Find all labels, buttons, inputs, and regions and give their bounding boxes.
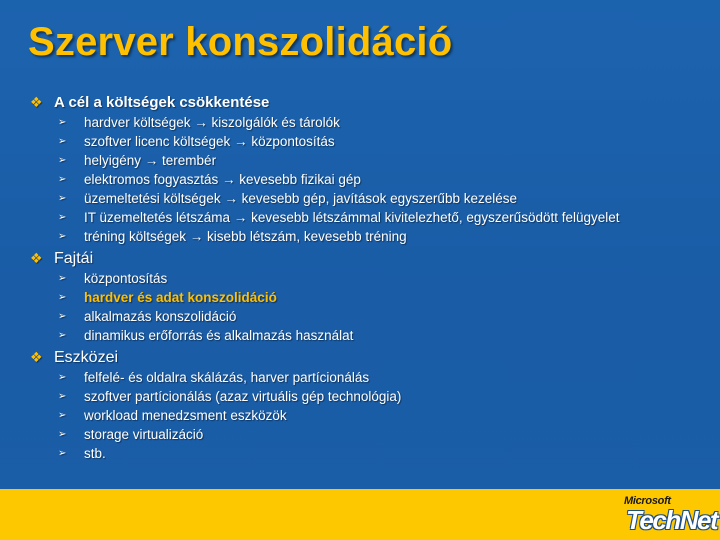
- list-item-text: elektromos fogyasztás → kevesebb fizikai gép: [84, 172, 361, 187]
- arrow-bullet-icon: ➢: [58, 429, 67, 440]
- arrow-bullet-icon: ➢: [58, 410, 67, 421]
- list-item-text: alkalmazás konszolidáció: [84, 309, 237, 324]
- list-item-text: hardver költségek → kiszolgálók és tárolók: [84, 115, 340, 130]
- list-item: [30, 446, 690, 461]
- list-item-text: dinamikus erőforrás és alkalmazás használat: [84, 328, 354, 343]
- list-item: [30, 210, 690, 225]
- arrow-bullet-icon: ➢: [58, 136, 67, 147]
- list-item-text: szoftver partícionálás (azaz virtuális gép technológia): [84, 389, 402, 404]
- arrow-bullet-icon: ➢: [58, 330, 67, 341]
- list-item: [30, 134, 690, 149]
- arrow-bullet-icon: ➢: [58, 155, 67, 166]
- list-item: [30, 408, 690, 423]
- list-item-text: stb.: [84, 446, 106, 461]
- arrow-bullet-icon: ➢: [58, 292, 67, 303]
- list-item-text: üzemeltetési költségek → kevesebb gép, javítások egyszerűbb kezelése: [84, 191, 517, 206]
- list-item: [30, 229, 690, 244]
- list-item-text: tréning költségek → kisebb létszám, kevesebb tréning: [84, 229, 407, 244]
- list-item: [30, 191, 690, 206]
- list-item-text-highlighted: hardver és adat konszolidáció: [84, 290, 277, 305]
- footer-bar: [0, 489, 720, 540]
- list-item: [30, 309, 690, 324]
- list-item: [30, 427, 690, 442]
- section-heading-text: A cél a költségek csökkentése: [54, 94, 270, 111]
- section-goal: [30, 92, 690, 244]
- list-item: [30, 271, 690, 286]
- arrow-bullet-icon: ➢: [58, 448, 67, 459]
- list-item: [30, 328, 690, 343]
- diamond-bullet-icon: ❖: [30, 94, 43, 110]
- diamond-bullet-icon: ❖: [30, 250, 43, 266]
- arrow-bullet-icon: ➢: [58, 231, 67, 242]
- list-item: [30, 153, 690, 168]
- microsoft-technet-logo: [612, 495, 718, 537]
- bullet-list: [30, 271, 690, 343]
- section-heading-text: Fajtái: [54, 250, 94, 267]
- slide-title: Szerver konszolidáció: [28, 20, 453, 64]
- section-tools: [30, 347, 690, 461]
- slide-content: [30, 92, 690, 465]
- list-item: [30, 172, 690, 187]
- arrow-bullet-icon: ➢: [58, 372, 67, 383]
- section-heading: [30, 347, 690, 368]
- list-item-text: helyigény → terembér: [84, 153, 217, 168]
- section-heading: [30, 92, 690, 113]
- arrow-bullet-icon: ➢: [58, 391, 67, 402]
- section-heading-text: Eszközei: [54, 349, 119, 366]
- arrow-bullet-icon: ➢: [58, 117, 67, 128]
- arrow-bullet-icon: ➢: [58, 273, 67, 284]
- diamond-bullet-icon: ❖: [30, 349, 43, 365]
- list-item: [30, 290, 690, 305]
- bullet-list: [30, 370, 690, 461]
- list-item-text: storage virtualizáció: [84, 427, 204, 442]
- list-item: [30, 115, 690, 130]
- list-item: [30, 389, 690, 404]
- arrow-bullet-icon: ➢: [58, 193, 67, 204]
- arrow-bullet-icon: ➢: [58, 174, 67, 185]
- arrow-bullet-icon: ➢: [58, 212, 67, 223]
- list-item-text: IT üzemeltetés létszáma → kevesebb létszámmal kivitelezhető, egyszerűsödött felügyelet: [84, 210, 620, 225]
- arrow-bullet-icon: ➢: [58, 311, 67, 322]
- section-heading: [30, 248, 690, 269]
- list-item-text: központosítás: [84, 271, 168, 286]
- list-item-text: workload menedzsment eszközök: [84, 408, 287, 423]
- list-item-text: szoftver licenc költségek → központosítás: [84, 134, 335, 149]
- logo-technet-text: TechNet: [626, 505, 718, 535]
- bullet-list: [30, 115, 690, 244]
- list-item: [30, 370, 690, 385]
- logo-microsoft-text: Microsoft: [624, 495, 671, 507]
- list-item-text: felfelé- és oldalra skálázás, harver partícionálás: [84, 370, 370, 385]
- section-types: [30, 248, 690, 343]
